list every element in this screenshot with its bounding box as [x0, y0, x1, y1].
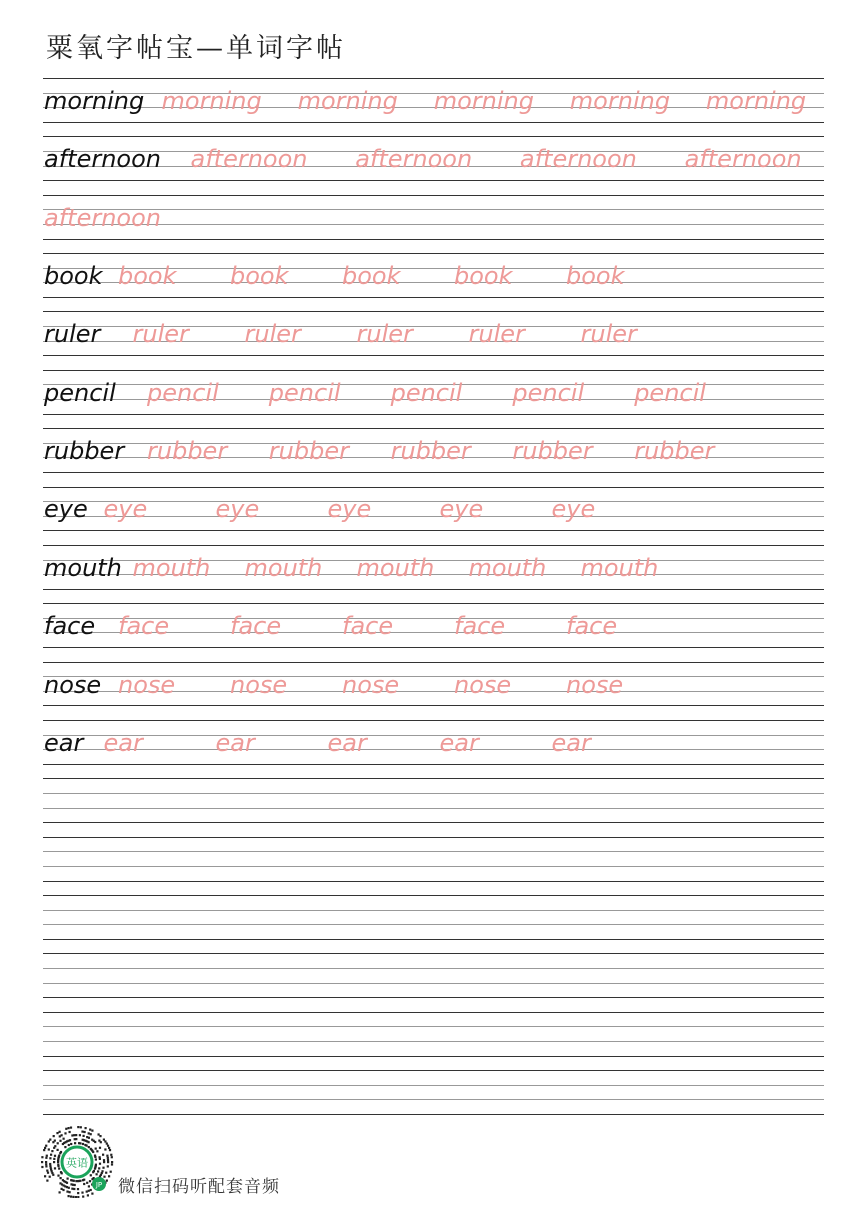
trace-word: ear: [103, 728, 143, 757]
trace-word: ear: [327, 728, 367, 757]
trace-word: afternoon: [355, 145, 473, 174]
model-word: morning: [44, 87, 145, 115]
word-row: [0, 603, 868, 647]
word-row: [0, 486, 868, 530]
trace-word: ear: [215, 728, 255, 757]
trace-word: ruler: [580, 320, 637, 349]
word-row: [0, 720, 868, 764]
model-word: ruler: [44, 320, 101, 349]
trace-word: face: [118, 612, 170, 641]
model-word: mouth: [44, 553, 122, 582]
trace-word: morning: [161, 87, 262, 115]
trace-word: pencil: [634, 378, 706, 407]
trace-word: face: [342, 612, 394, 641]
word-row: [0, 370, 868, 414]
trace-word: book: [230, 262, 289, 291]
trace-word: face: [454, 612, 506, 641]
trace-word: eye: [327, 495, 372, 524]
trace-word: pencil: [147, 378, 219, 407]
footer-caption: 微信扫码听配套音频: [118, 1177, 280, 1197]
qr-badge-label: 英语: [66, 1156, 88, 1170]
trace-word: ruler: [356, 320, 413, 349]
trace-word: mouth: [468, 553, 547, 582]
trace-word: pencil: [512, 378, 585, 407]
trace-word: morning: [569, 87, 671, 115]
trace-word: ear: [439, 728, 479, 757]
trace-word: mouth: [132, 553, 211, 582]
model-word: eye: [44, 495, 88, 524]
trace-word: eye: [551, 495, 596, 524]
model-word: ear: [44, 728, 84, 757]
trace-word: rubber: [268, 437, 349, 466]
trace-word: book: [342, 262, 401, 291]
trace-word: eye: [215, 495, 260, 524]
model-word: pencil: [44, 378, 116, 407]
page-title: 粟氧字帖宝—单词字帖: [46, 33, 346, 64]
trace-word: face: [230, 612, 282, 641]
trace-word: ruler: [468, 320, 525, 349]
word-row: [0, 428, 868, 472]
trace-word: book: [454, 262, 513, 291]
trace-word: morning: [433, 87, 534, 115]
trace-word: nose: [118, 670, 176, 699]
trace-word: ear: [551, 728, 591, 757]
word-row: [0, 662, 868, 706]
trace-word: ruler: [132, 320, 189, 349]
word-row: [0, 545, 868, 589]
qr-badge-small: JP: [95, 1181, 103, 1189]
model-word: nose: [44, 670, 102, 699]
qr-code-icon[interactable]: [40, 1126, 114, 1198]
model-word: rubber: [44, 437, 125, 466]
word-row: [0, 311, 868, 355]
model-word: book: [44, 262, 103, 291]
trace-word: afternoon: [519, 145, 637, 174]
model-word: afternoon: [44, 145, 161, 174]
trace-word: mouth: [580, 553, 659, 582]
trace-word: nose: [566, 670, 624, 699]
trace-word: eye: [103, 495, 148, 524]
trace-word: pencil: [390, 378, 463, 407]
trace-word: morning: [705, 87, 807, 115]
trace-word: nose: [230, 670, 288, 699]
model-word: face: [44, 612, 96, 641]
trace-word: nose: [342, 670, 400, 699]
trace-word: morning: [297, 87, 398, 115]
trace-word: eye: [439, 495, 484, 524]
trace-word: rubber: [147, 437, 228, 466]
trace-word: rubber: [512, 437, 593, 466]
trace-word: ruler: [244, 320, 301, 349]
word-row: [0, 136, 868, 180]
trace-word: book: [566, 262, 625, 291]
word-row: [0, 195, 868, 239]
trace-word: afternoon: [684, 145, 802, 174]
word-row: [0, 253, 868, 297]
trace-word: afternoon: [44, 203, 161, 232]
trace-word: book: [118, 262, 177, 291]
footer: [40, 1126, 340, 1198]
trace-word: afternoon: [190, 145, 308, 174]
trace-word: face: [566, 612, 618, 641]
trace-word: nose: [454, 670, 512, 699]
trace-word: mouth: [356, 553, 435, 582]
trace-word: pencil: [268, 378, 341, 407]
trace-word: mouth: [244, 553, 323, 582]
trace-word: rubber: [390, 437, 471, 466]
trace-word: rubber: [634, 437, 715, 466]
word-row: [0, 78, 868, 122]
